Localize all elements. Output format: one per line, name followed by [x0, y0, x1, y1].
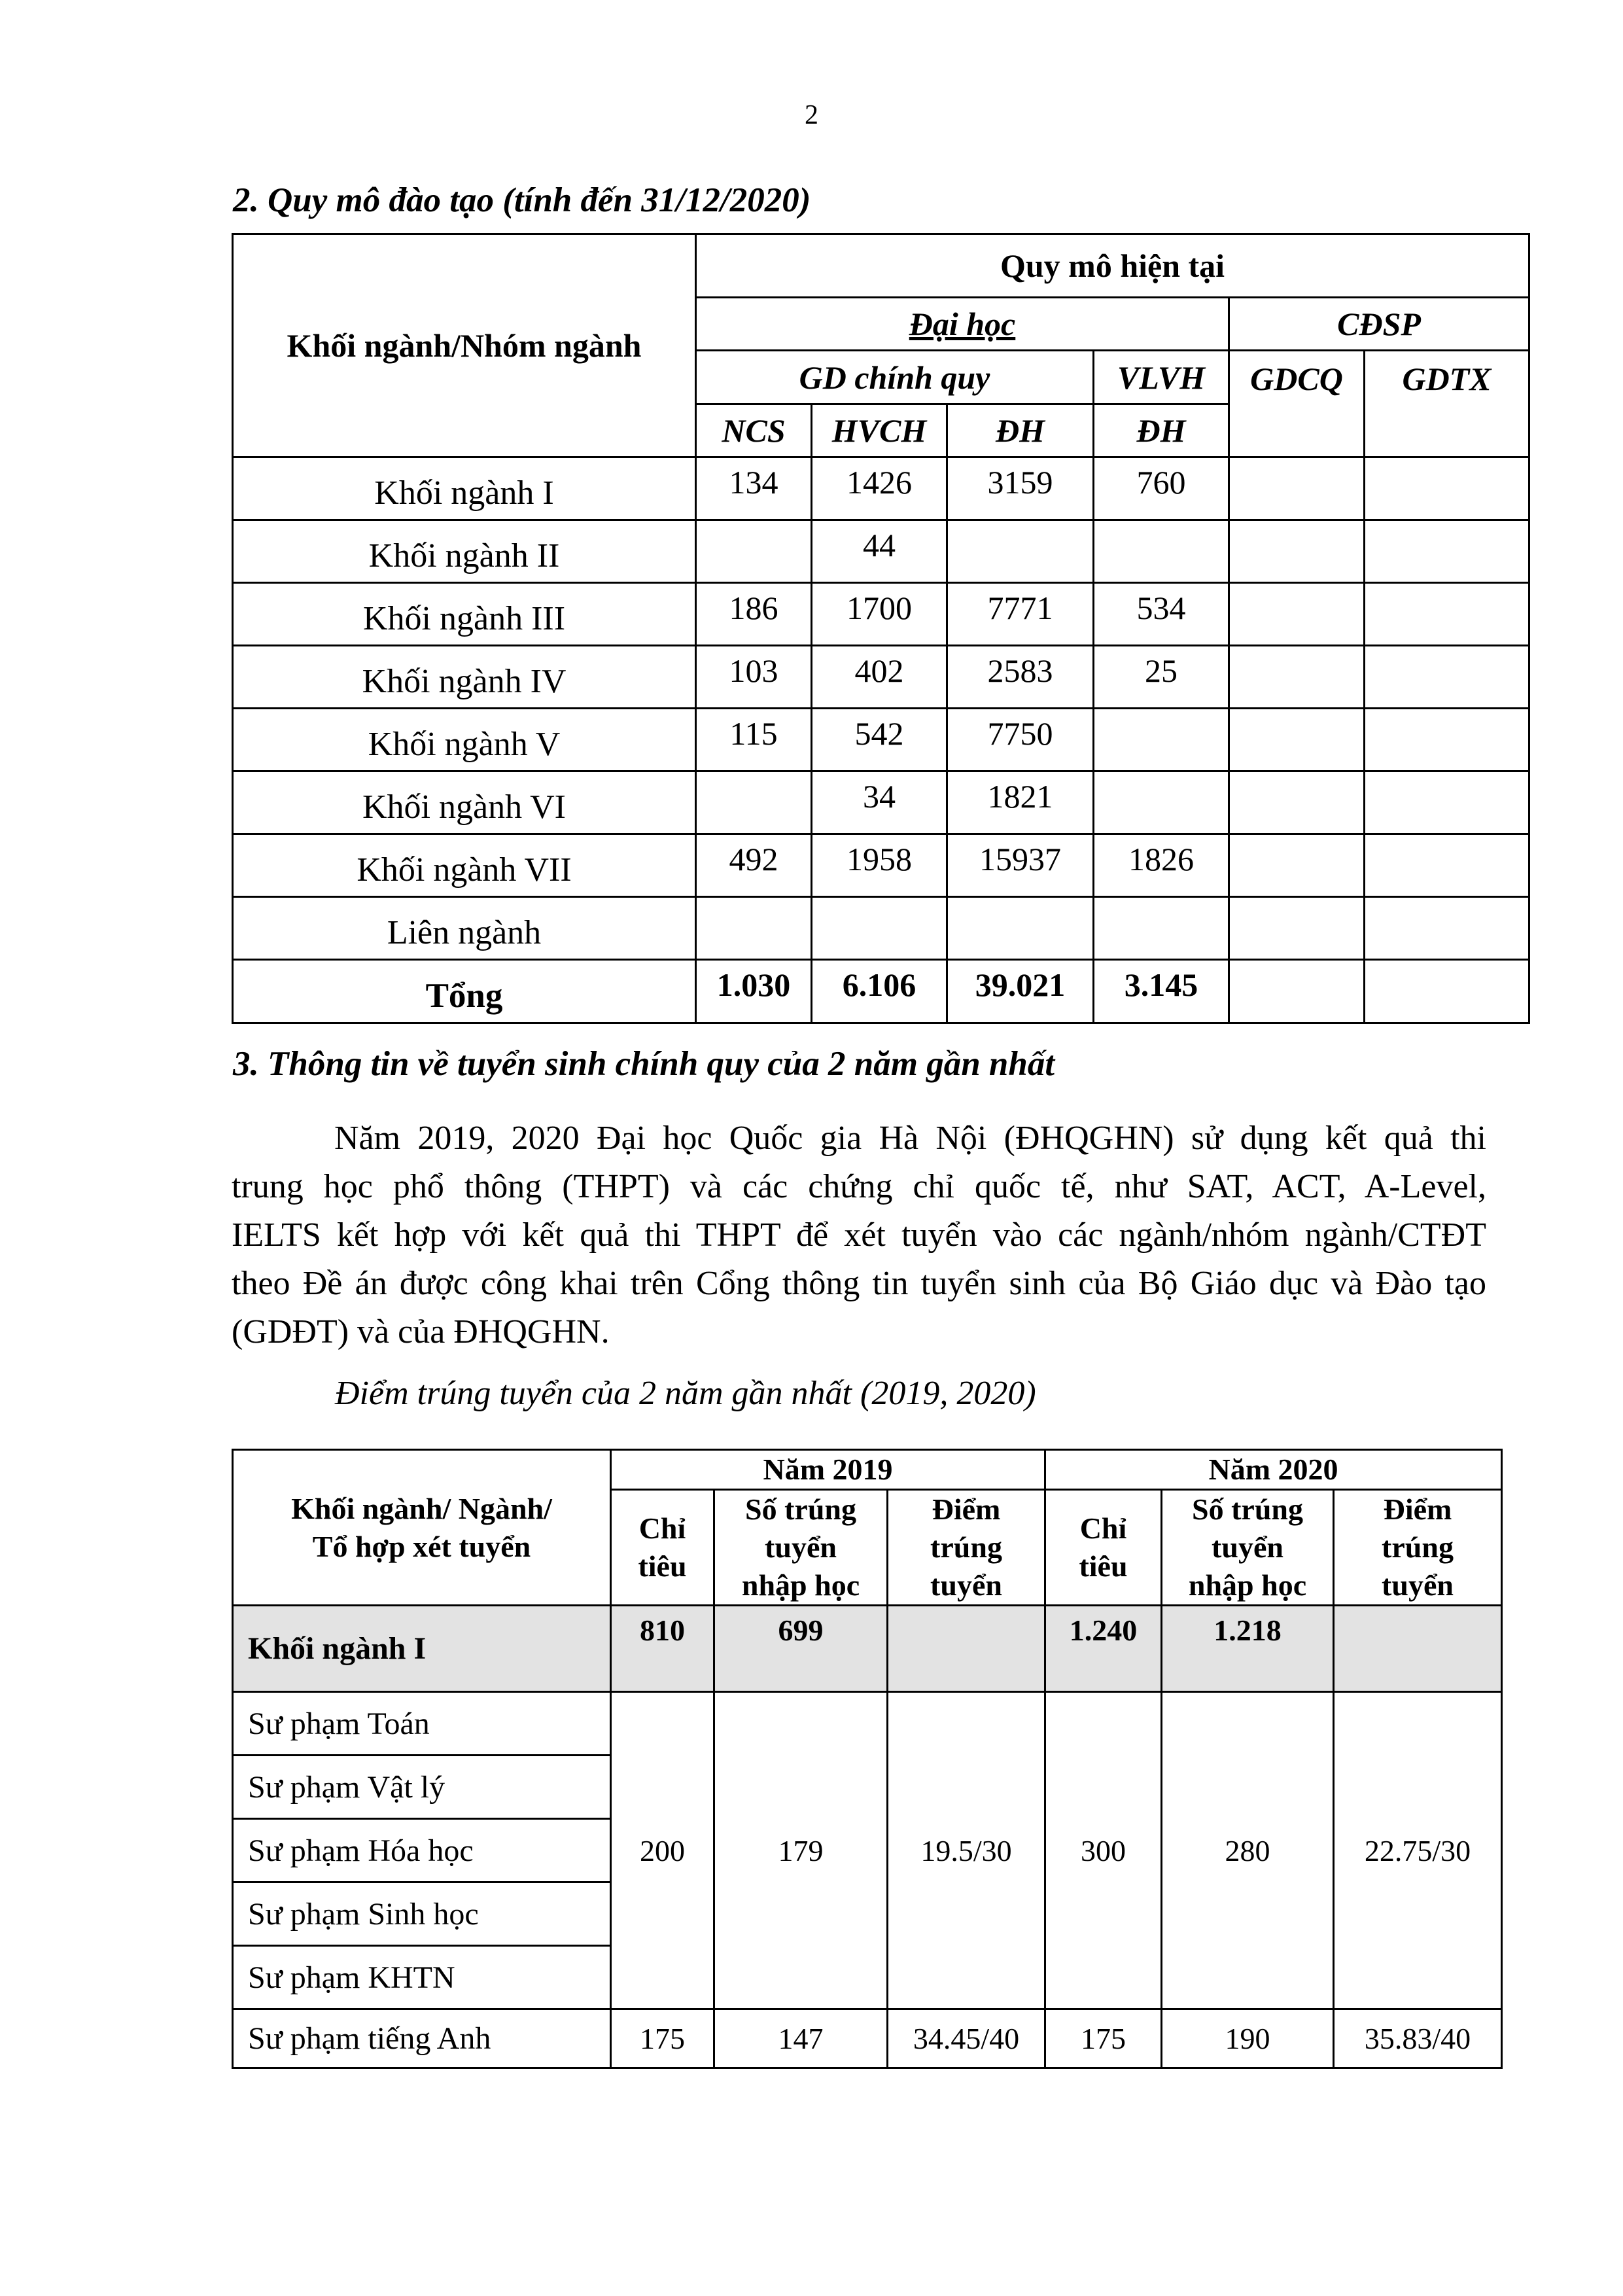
- cell-ncs: [696, 520, 812, 583]
- cell-vlvh: 25: [1094, 646, 1229, 709]
- total-gdcq: [1229, 960, 1365, 1023]
- gdcq-header: GDCQ: [1229, 351, 1365, 457]
- row-name: Khối ngành VII: [233, 834, 696, 897]
- cell-vlvh: [1094, 520, 1229, 583]
- total-ncs: 1.030: [696, 960, 812, 1023]
- science-admitted-2020: 280: [1162, 1692, 1334, 2009]
- cell-hvch: 402: [812, 646, 947, 709]
- header-line: tiêu: [638, 1549, 687, 1583]
- cell-dh: [947, 897, 1094, 960]
- science-quota-2019: 200: [611, 1692, 714, 2009]
- gdtx-header: GDTX: [1365, 351, 1529, 457]
- header-line: Chỉ: [1079, 1511, 1127, 1545]
- english-admitted-2019: 147: [714, 2009, 888, 2068]
- cell-gdtx: [1365, 520, 1529, 583]
- year-2019-header: Năm 2019: [611, 1450, 1045, 1490]
- paragraph-line: IELTS kết hợp với kết quả thi THPT để xét tuyển vào các ngành/nhóm ngành/CTĐT: [232, 1216, 1486, 1254]
- cell-gdcq: [1229, 771, 1365, 834]
- header-line: trúng: [930, 1530, 1002, 1564]
- total-gdtx: [1365, 960, 1529, 1023]
- cell-hvch: 542: [812, 709, 947, 771]
- group-admitted-2020: 1.218: [1162, 1606, 1334, 1692]
- table-row: [233, 520, 1529, 583]
- admission-scores-table: [232, 1449, 1503, 2069]
- cdsp-header: CĐSP: [1229, 298, 1529, 351]
- vlvh-header: VLVH: [1094, 351, 1229, 404]
- science-score-2019: 19.5/30: [888, 1692, 1045, 2009]
- group-score-2020: [1334, 1606, 1502, 1692]
- quota-header-2019: [611, 1490, 714, 1606]
- group-score-2019: [888, 1606, 1045, 1692]
- cell-gdtx: [1365, 583, 1529, 646]
- cell-gdcq: [1229, 834, 1365, 897]
- group-admitted-2019: 699: [714, 1606, 888, 1692]
- header-line: trúng: [1382, 1530, 1454, 1564]
- cell-gdcq: [1229, 583, 1365, 646]
- paragraph-line: trung học phổ thông (THPT) và các chứng chỉ quốc tế, như SAT, ACT, A-Level,: [232, 1168, 1486, 1205]
- body-paragraph: [232, 1114, 1486, 1356]
- ncs-header: NCS: [696, 404, 812, 457]
- cell-ncs: 115: [696, 709, 812, 771]
- major-name: Sư phạm Toán: [233, 1692, 611, 1756]
- paragraph-line: Năm 2019, 2020 Đại học Quốc gia Hà Nội (ĐHQGHN) sử dụng kết quả thi: [334, 1120, 1486, 1157]
- header-line: nhập học: [741, 1568, 860, 1602]
- university-header: Đại học: [696, 298, 1229, 351]
- section-3-heading: 3. Thông tin về tuyển sinh chính quy của 2 năm gần nhất: [233, 1045, 1055, 1083]
- row-name: Khối ngành I: [233, 457, 696, 520]
- major-name: Sư phạm KHTN: [233, 1946, 611, 2009]
- table-row: [233, 1692, 1502, 1756]
- table-row: [233, 897, 1529, 960]
- vlvh-dh-header: ĐH: [1094, 404, 1229, 457]
- cell-vlvh: 760: [1094, 457, 1229, 520]
- hvch-header: HVCH: [812, 404, 947, 457]
- group-quota-2020: 1.240: [1045, 1606, 1162, 1692]
- major-name: Sư phạm tiếng Anh: [233, 2009, 611, 2068]
- cell-gdcq: [1229, 520, 1365, 583]
- row-name: Khối ngành VI: [233, 771, 696, 834]
- training-scale-table: [232, 233, 1530, 1024]
- table-row: [233, 834, 1529, 897]
- english-admitted-2020: 190: [1162, 2009, 1334, 2068]
- total-row: [233, 960, 1529, 1023]
- gd-chinh-quy-header: GD chính quy: [696, 351, 1094, 404]
- table-row: [233, 771, 1529, 834]
- row-header-line: Tổ hợp xét tuyển: [312, 1529, 531, 1563]
- total-vlvh: 3.145: [1094, 960, 1229, 1023]
- table-row: [233, 646, 1529, 709]
- major-name: Sư phạm Vật lý: [233, 1756, 611, 1819]
- table-2-caption: Điểm trúng tuyển của 2 năm gần nhất (2019, 2020): [335, 1375, 1036, 1412]
- row-name: Liên ngành: [233, 897, 696, 960]
- header-line: tuyển: [765, 1530, 837, 1564]
- dh-header: ĐH: [947, 404, 1094, 457]
- admitted-header-2020: [1162, 1490, 1334, 1606]
- header-line: tuyển: [1382, 1568, 1454, 1602]
- cell-hvch: [812, 897, 947, 960]
- cell-ncs: 186: [696, 583, 812, 646]
- english-score-2020: 35.83/40: [1334, 2009, 1502, 2068]
- page-number: 2: [805, 100, 818, 130]
- cell-dh: 1821: [947, 771, 1094, 834]
- group-name: Khối ngành I: [233, 1606, 611, 1692]
- cell-ncs: [696, 897, 812, 960]
- major-name: Sư phạm Hóa học: [233, 1819, 611, 1882]
- cell-dh: 7771: [947, 583, 1094, 646]
- row-name: Khối ngành V: [233, 709, 696, 771]
- header-line: tuyển: [930, 1568, 1002, 1602]
- row-header-line: Khối ngành/ Ngành/: [291, 1491, 552, 1525]
- section-2-heading: 2. Quy mô đào tạo (tính đến 31/12/2020): [233, 181, 811, 219]
- table-row: [233, 2009, 1502, 2068]
- science-score-2020: 22.75/30: [1334, 1692, 1502, 2009]
- cell-dh: 2583: [947, 646, 1094, 709]
- cell-dh: 7750: [947, 709, 1094, 771]
- total-dh: 39.021: [947, 960, 1094, 1023]
- current-scale-header: Quy mô hiện tại: [696, 234, 1529, 298]
- header-line: Số trúng: [1192, 1492, 1303, 1526]
- admitted-header-2019: [714, 1490, 888, 1606]
- total-label: Tổng: [233, 960, 696, 1023]
- major-name: Sư phạm Sinh học: [233, 1882, 611, 1946]
- row-name: Khối ngành III: [233, 583, 696, 646]
- cell-gdcq: [1229, 897, 1365, 960]
- cell-gdtx: [1365, 646, 1529, 709]
- cell-hvch: 1426: [812, 457, 947, 520]
- cell-hvch: 1958: [812, 834, 947, 897]
- group-quota-2019: 810: [611, 1606, 714, 1692]
- row-name: Khối ngành II: [233, 520, 696, 583]
- cell-vlvh: 534: [1094, 583, 1229, 646]
- row-header-cell: [233, 1450, 611, 1606]
- cell-vlvh: [1094, 771, 1229, 834]
- cell-hvch: 44: [812, 520, 947, 583]
- cell-hvch: 1700: [812, 583, 947, 646]
- cell-gdcq: [1229, 646, 1365, 709]
- header-line: tiêu: [1079, 1549, 1128, 1583]
- paragraph-line: (GDĐT) và của ĐHQGHN.: [232, 1313, 610, 1351]
- cell-gdtx: [1365, 771, 1529, 834]
- cell-ncs: [696, 771, 812, 834]
- cell-gdtx: [1365, 897, 1529, 960]
- cell-gdtx: [1365, 834, 1529, 897]
- science-quota-2020: 300: [1045, 1692, 1162, 2009]
- header-line: Điểm: [932, 1492, 1001, 1526]
- quota-header-2020: [1045, 1490, 1162, 1606]
- english-score-2019: 34.45/40: [888, 2009, 1045, 2068]
- year-2020-header: Năm 2020: [1045, 1450, 1502, 1490]
- table-row: [233, 583, 1529, 646]
- score-header-2019: [888, 1490, 1045, 1606]
- row-header-cell: Khối ngành/Nhóm ngành: [233, 234, 696, 457]
- cell-dh: [947, 520, 1094, 583]
- cell-dh: 15937: [947, 834, 1094, 897]
- total-hvch: 6.106: [812, 960, 947, 1023]
- english-quota-2019: 175: [611, 2009, 714, 2068]
- science-admitted-2019: 179: [714, 1692, 888, 2009]
- header-line: tuyển: [1212, 1530, 1283, 1564]
- cell-vlvh: 1826: [1094, 834, 1229, 897]
- score-header-2020: [1334, 1490, 1502, 1606]
- cell-ncs: 492: [696, 834, 812, 897]
- cell-gdcq: [1229, 709, 1365, 771]
- header-line: Số trúng: [745, 1492, 856, 1526]
- header-line: Điểm: [1383, 1492, 1452, 1526]
- cell-gdtx: [1365, 709, 1529, 771]
- cell-ncs: 134: [696, 457, 812, 520]
- cell-dh: 3159: [947, 457, 1094, 520]
- cell-gdtx: [1365, 457, 1529, 520]
- cell-ncs: 103: [696, 646, 812, 709]
- cell-vlvh: [1094, 897, 1229, 960]
- paragraph-line: theo Đề án được công khai trên Cổng thông tin tuyển sinh của Bộ Giáo dục và Đào tạo: [232, 1265, 1486, 1302]
- english-quota-2020: 175: [1045, 2009, 1162, 2068]
- header-line: nhập học: [1188, 1568, 1307, 1602]
- row-name: Khối ngành IV: [233, 646, 696, 709]
- table-row: [233, 457, 1529, 520]
- cell-hvch: 34: [812, 771, 947, 834]
- table-row: [233, 709, 1529, 771]
- group-row: [233, 1606, 1502, 1692]
- cell-vlvh: [1094, 709, 1229, 771]
- cell-gdcq: [1229, 457, 1365, 520]
- header-line: Chỉ: [638, 1511, 686, 1545]
